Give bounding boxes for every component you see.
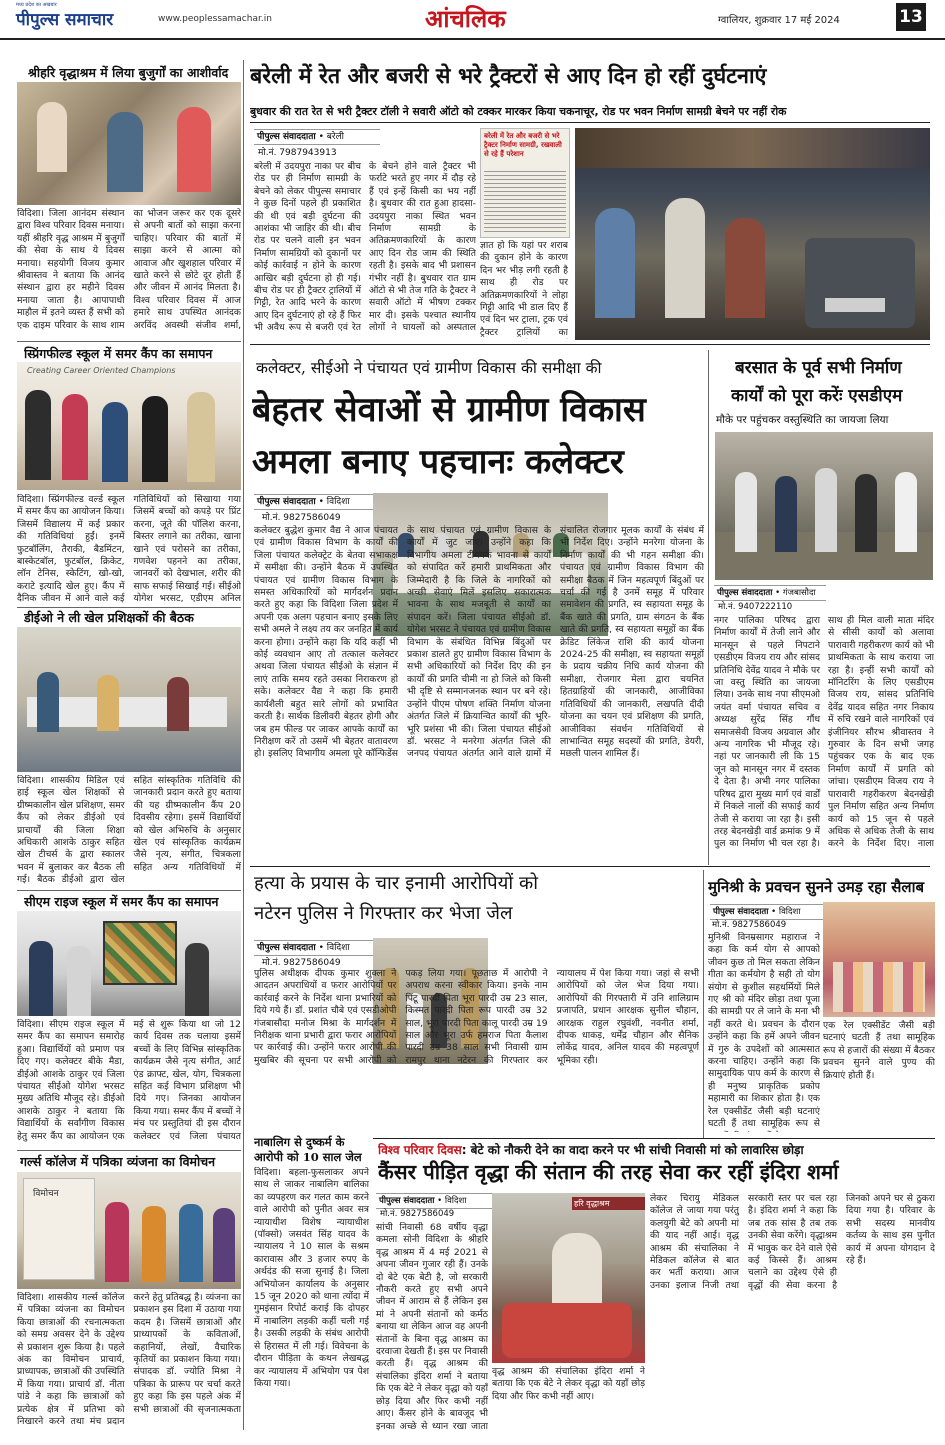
left-story2-photo (17, 362, 241, 490)
issue-date: ग्वालियर, शुक्रवार 17 मई 2024 (718, 15, 840, 26)
munishri-body-2-text: एक रेल एक्सीडेंट जैसी बड़ी घटनाएं घटती हैं तथा सामूहिक रूप से हजारों की संख्या में बैठकर प्रवचन सुनने वाले पुण्य की क्रियाएं होती हैं। (823, 1020, 935, 1081)
family-body-right (650, 1193, 935, 1431)
left-story5-photo (17, 1172, 241, 1289)
page-number: 13 (896, 3, 926, 31)
court-headline-2: आरोपी को 10 साल जेल (254, 1150, 362, 1164)
collector-mobile: मो.नं. 9827586049 (262, 513, 341, 523)
munishri-body: मुनिश्री विनम्रसागर महाराज ने कहा कि कर्म योग से आपको जीवन कुछ तो मिल सकता लेकिन गीता का कर्मयोग है सही तो योग संयोग से कुशील सहधर्मियों मिले गए श्री को मंदिर छोड़ा तथा पूजा की सामग्री पर ले जाने के मना भी नहीं करते थे। प्रवचन के दौरान उन्होंने कहा कि हमें अपने जीवन में गुरु के उपदेशों को आत्मसात करना चाहिए। उन्होंने कहा कि सामुदायिक पाप कर्म के कारण से ही मनुष्य प्राकृतिक प्रकोप महामारी का शिकार होता है। एक रेल एक्सीडेंट जैसी बड़ी घटनाएं घटती हैं तथा सामूहिक रूप से (708, 932, 820, 1130)
section-title: आंचलिक (425, 4, 506, 33)
lead-byline: पीपुल्स संवाददाता • बरेली (254, 129, 380, 145)
munishri-byline-place: विदिशा (778, 907, 801, 917)
family-mobile: मो.नं. 9827586049 (380, 1209, 455, 1219)
left-story4-title: सीएम राइज स्कूल में समर कैंप का समापन (24, 894, 219, 909)
lead-subhead: बुधवार की रात रेत से भरी ट्रैक्टर टॉली ने सवारी ऑटो को टक्कर मारकर किया चकनाचूर, रोड पर भवन निर्माण सामग्री बेचने पर नहीं रोक (250, 105, 787, 118)
lead-photo (575, 128, 930, 340)
left-story1-title: श्रीहरि वृद्धाश्रम में लिया बुजुर्गों का आशीर्वाद (28, 65, 229, 80)
left-story2-title: स्प्रिंगफील्ड स्कूल में समर कैंप का समापन (24, 346, 213, 361)
masthead (0, 0, 945, 40)
collector-body: कलेक्टर बुद्धेश कुमार वैद्य ने आज पंचायत एवं ग्रामीण विकास विभाग के कार्यों की जिला पंचायत कलेक्ट्रेट के बेतवा सभाकक्ष में समीक्षा की। उन्होंने बैठक में उपस्थित पंचायत एवं ग्रामीण विकास विभाग के समस्त अधिकारियों को मार्गदर्शन प्रदान करते हुए कहा कि विदिशा जिला प्रदेश में अपनी एक अलग पहचान बनाए इसके लिए सभी अमले ने लक्ष्य तय कर जनहित में कार्य करना होगा। उन्होंने कहा कि यदि कहीं भी कोई व्यवधान आए तो तत्काल कलेक्टर अथवा जिला पंचायत सीईओ के संज्ञान में लाएं ताकि समय रहते उसका निराकरण हो सके। कलेक्टर वैद्य ने कहा कि हमारी कार्यशैली बहुत सारे लोगों को प्रभावित करती है। सार्थक डिलीवरी बेहतर होगी और जब हम फील्ड पर जाकर आपके कार्यों का निरीक्षण करें तो उसमें भी बेहतर वातावरण हो। इसलिए विभागीय अमला पूरे कॉन्फिडेंस के साथ पंचायत एवं ग्रामीण विकास के कार्यों में जुट जाएं। उन्होंने कहा कि विभागीय अमला टीमवर्क भावना से कार्यों को संपादित करें हमारी प्राथमिकता और जिम्मेदारी है कि जिले के नागरिकों को अच्छी सेवाएं मिलें इसलिए सकारात्मक भावना के साथ मजबूती से कार्यों का संपादन करें। जिला पंचायत सीईओ डॉ. योगेश भरसट ने पंचायत एवं ग्रामीण विकास विभाग के संबंधित विभिन्न बिंदुओं पर प्रकाश डालते हुए ग्रामीण विकास विभाग के सभी अधिकारियों को निर्देश दिए की इन कार्यों की प्रगति चीमी ना हो जिले को किसी भी दृष्टि से सम्मानजनक स्थान पर बने रहे। उन्होंने पीएम पोषण शक्ति निर्माण योजना अंतर्गत जिले में क्रियान्वित कार्यों की भूरि-भूरि प्रशंसा भी की। जिला पंचायत सीईओ डॉ. भरसट ने मनरेगा अंतर्गत जिले की जनपद पंचायत अंतर्गत आने वाले ग्रामों में संचालित रोजगार मूलक कार्यों के संबंध में भी निर्देश दिए। उन्होंने मनरेगा योजना के निर्माण कार्यों की भी गहन समीक्षा की। पंचायत एवं ग्रामीण विकास विभाग की समीक्षा बैठक में जिन महत्वपूर्ण बिंदुओं पर चर्चा की गई है उनमें समूह में परिवार समावेशन की प्रगति, स्व सहायता समूह के बैंक खाते की प्रगति, ग्राम संगठन के बैंक खाते की प्रगति, स्व सहायता समूहों का बैंक क्रेडिट लिंकेज राशि की कार्य योजना 2024-25 की समीक्षा, स्व सहायता समूहों के प्रदाय चक्रीय निधि कार्य योजना की समीक्षा, रोजगार मेला द्वारा चयनित हितग्राहियों की जानकारी, आजीविका गतिविधियों की जानकारी, लखपति दीदी योजना का चयन एवं प्रशिक्षण की प्रगति, आजीविका संवर्धन गतिविधियों से लाभान्वित समूह सदस्यों की प्रगति, डेयरी, मछली पालन शामिल हैं। (254, 525, 704, 760)
left-story3-photo (17, 627, 241, 772)
sdm-byline-place: गंजबासौदा (782, 588, 816, 598)
left-story4-photo (17, 911, 241, 1016)
family-byline: पीपुल्स संवाददाता • विदिशा (376, 1193, 494, 1209)
sdm-body: नगर पालिका परिषद द्वारा निर्माण कार्यों में तेजी लाने और मानसून से पहले निपटाने एसडीएम विजय राय और सांसद प्रतिनिधि देवेंद्र यादव ने मौके पर जा वस्तु स्थिति का जायजा लिया। उनके साथ नपा सीएमओ जयंत वर्मा पंचायत सचिव व अध्यक्ष सुरेंद्र सिंह गौंध समाजसेवी विजय अग्रवाल और अन्य नागरिक भी मौजूद रहे। नहां पर जानकारी ली कि 15 जून को मानसून नगर में दस्तक दे देता है। अभी नगर पालिका परिषद द्वारा मुख्य मार्ग एवं वार्डों में निकले नालों की सफाई कार्य तेजी से कराया जा रहा है। इसी तरह बेदनखेड़ी वार्ड क्रमांक 9 में पुल का निर्माण भी चल रहा है। साथ ही मिल वाली माता मंदिर से सीसी कार्यों को अलावा पारावारी गहरीकरण कार्य को भी प्राथमिकता के साथ कराया जा रहा है। इन्हीं सभी कार्यों को मॉनिटरिंग के लिए एसडीएम विजय राय, सांसद प्रतिनिधि देवेंद्र यादव सहित नगर निकाय में रुचि रखने वाले नागरिकों एवं इंजीनियर सौरभ श्रीवास्तव ने गुरुवार के दिन सभी जगह पहुंचकर एक के बाद एक निर्माण कार्यों में प्रगति को जांचा। एसडीएम विजय राय ने पारावारी गहरीकरण बेदनखेड़ी पुल निर्माण सहित अन्य निर्माण कार्य को 15 जून से पहले अधिक से अधिक तेजी के साथ करने के निर्देश दिए। नाला (714, 615, 934, 850)
munishri-byline-name: पीपुल्स संवाददाता (713, 907, 769, 917)
munishri-headline: मुनिश्री के प्रवचन सुनने उमड़ रहा सैलाब (708, 878, 925, 896)
website-url: www.peoplessamachar.in (158, 14, 272, 24)
lead-mobile: मो.नं. 7987943913 (258, 148, 337, 158)
left-story3-title: डीईओ ने ली खेल प्रशिक्षकों की बैठक (24, 610, 194, 625)
sdm-mobile: मो.नं. 9407222110 (718, 602, 793, 612)
sdm-byline-name: पीपुल्स संवाददाता (717, 588, 773, 598)
sdm-photo (715, 432, 933, 580)
family-kicker-rest: : बेटे को नौकरी देने का वादा करने पर भी सांची निवासी मां को लावारिस छोड़ा (461, 1143, 804, 1157)
collector-byline: पीपुल्स संवाददाता • विदिशा (254, 494, 375, 510)
family-photo-sign: हरि वृद्धाश्रम (572, 1197, 645, 1210)
lead-body-continued-text: ज्ञात हो कि यहां पर शराब की दुकान होने के कारण दिन भर भीड़ लगी रहती है साथ ही रोड पर अतिक्रमणकारियों ने लोहा गिट्टी आदि भी डाल दिए हैं एवं दिन भर ट्राला, ट्रक एवं ट्रैक्टर ट्रालियों का (480, 240, 568, 338)
police-byline: पीपुल्स संवाददाता • विदिशा (254, 940, 375, 956)
family-kicker: विश्व परिवार दिवस (378, 1143, 462, 1157)
collector-kicker: कलेक्टर, सीईओ ने पंचायत एवं ग्रामीण विकास की समीक्षा की (256, 359, 602, 377)
left-story5-body: विदिशा। शासकीय गर्ल्स कॉलेज में पत्रिका व्यंजना का विमोचन किया छात्राओं की रचनात्मकता को समग्र अवसर देने के उद्देश्य से प्रकाशन शुरू किया है। पहले अंक का विमोचन प्राचार्य, प्राध्यापक, छात्राओं की उपस्थिति में किया गया। प्राचार्य डॉ. नीता पांडे ने कहा कि छात्राओं को प्रत्येक क्षेत्र में प्रतिभा को निखारने करने तथा मंच प्रदान करने हेतु प्रतिबद्ध है। व्यंजना का प्रकाशन इस दिशा में उठाया गया कदम है। जिसमें छात्राओं और प्राध्यापकों के कविताओं, कहानियों, लेखों, वैचारिक कृतियों का प्रकाशन किया गया। संपादक डॉ. ज्योति मिश्रा ने पत्रिका के प्रारूप पर चर्चा करते हुए कहा कि इस पहले अंक में सभी छात्राओं की सृजनात्मकता (17, 1292, 241, 1428)
munishri-photo (823, 902, 935, 1017)
family-body-under-photo (492, 1366, 645, 1432)
left-story2-banner: Creating Career Oriented Champions (27, 366, 176, 375)
police-headline-1: हत्या के प्रयास के चार इनामी आरोपियों को (254, 873, 539, 894)
police-mobile: मो.नं. 9827586049 (262, 958, 341, 968)
collector-byline-place: विदिशा (326, 497, 350, 507)
lead-byline-name: पीपुल्स संवाददाता (257, 132, 316, 142)
left-story2-body: विदिशा। स्प्रिंगफील्ड वर्ल्ड स्कूल में समर कैंप का आयोजन किया। जिसमें विद्यालय में कई प्रकार की गतिविधियां हुईं। इनमें फुटबॉलिंग, तैराकी, बैडमिंटन, बास्केटबॉल, फुटबॉल, क्रिकेट, लॉन टेनिस, स्केटिंग, खो-खो, कराटे इत्यादि खेल हुए। कैंप में दैनिक जीवन में आने वाले कई गतिविधियों को सिखाया गया जिसमें बच्चों को कपड़े पर प्रिंट करना, जूते की पॉलिश करना, बिस्तर लगाने का तरीका, खाना खाने एवं परोसने का तरीका, गणवेश पहनने का तरीका, जानवरों को देखभाल, शरीर की साफ सफाई सिखाई गई। सीईओ योगेश भरसट, एडीएम अनिल (17, 494, 241, 605)
family-byline-name: पीपुल्स संवाददाता (379, 1196, 435, 1206)
collector-headline-2: अमला बनाए पहचानः कलेक्टर (252, 442, 624, 482)
munishri-body-2 (823, 1020, 935, 1132)
left-story5-title: गर्ल्स कॉलेज में पत्रिका व्यंजना का विमोचन (20, 1154, 216, 1169)
left-story1-body: विदिशा। जिला आनंदम संस्थान द्वारा विश्व परिवार दिवस मनाया। यहीं श्रीहरि वृद्ध आश्रम में बुजुर्गों की सेवा के साथ ये दिवस मनाया। सहयोगी विजय कुमार श्रीवास्तव ने बताया कि आनंद संस्थान द्वारा हर महीने दिवस मनाया जाता है। आपापाधी माहौल में इतने व्यस्त हैं सभी को एक दाइम परिवार के साथ शाम का भोजन जरूर कर एक दूसरे से अपनी बातों को साझा करना चाहिए। परिवार की बातों में साझा करने से आत्मा को आवाज और खुशहाल परिवार में खाते करने से छोटे दूर होती हैं और जीवन में आनंद मिलता है। विश्व परिवार दिवस में आज हमारे साथ उपस्थित आनंदक अरविंद अवस्थी संजीव शर्मा, (17, 208, 241, 331)
police-headline-2: नटेरन पुलिस ने गिरफ्तार कर भेजा जेल (254, 903, 513, 924)
family-body-right-text: लेकर चिरायु मेडिकल कॉलेज ले जाया गया परंतु कलयुगी बेटे को अपनी मां की याद नहीं आई। वृद्ध आश्रम की संचालिका ने मेडिकल कॉलेज से बात कर भर्ती कराया। आज उनका इलाज निजी तथा सरकारी स्तर पर चल रहा है। इंदिरा शर्मा ने कहा कि जब तक सांस है तब तक उनकी सेवा करेंगे। वृद्धाश्रम में भावुक कर देने वाले ऐसे कई किस्से हैं। आश्रम चलाने का उद्देश्य ऐसे ही वृद्धों की सेवा करना है जिनको अपने घर से ठुकरा दिया गया है। परिवार के सभी सदस्य मानवीय कर्तव्य के साथ इस पुनीत कार्य में अपना योगदान दे रहे हैं। (650, 1193, 935, 1291)
lead-clip-caption: बरेली में रेत और बजरी से भरे ट्रैक्टर निर्माण सामग्री, रखवाली से रहे हैं परेशान (484, 132, 562, 158)
sdm-subhead: मौके पर पहुंचकर वस्तुस्थिति का जायजा लिया (716, 414, 889, 426)
sdm-headline-2: कार्यों को पूरा करेंः एसडीएम (731, 386, 903, 406)
left-story5-banner: विमोचन (33, 1189, 59, 1199)
family-kicker-line (378, 1141, 933, 1158)
sdm-headline-1: बरसात के पूर्व सभी निर्माण (735, 358, 902, 378)
paper-logo (16, 2, 156, 30)
munishri-byline: पीपुल्स संवाददाता • विदिशा (710, 904, 824, 920)
family-body-under-photo-text: वृद्ध आश्रम की संचालिका इंदिरा शर्मा ने बताया कि एक बेटे ने लेकर वृद्धा को यहाँ छोड़ दिया और फिर कभी नहीं आए। (492, 1366, 645, 1402)
munishri-mobile: मो.नं. 9827586049 (712, 920, 787, 930)
paper-name: पीपुल्स समाचार (16, 10, 114, 30)
sdm-byline: पीपुल्स संवाददाता • गंजबासौदा (714, 585, 826, 601)
collector-byline-name: पीपुल्स संवाददाता (257, 497, 316, 507)
collector-headline-1: बेहतर सेवाओं से ग्रामीण विकास (252, 390, 646, 430)
left-story1-photo (17, 82, 241, 205)
court-body: विदिशा। बहला-फुसलाकर अपने साथ ले जाकर नाबालिग बालिका का व्यपहरण कर गलत काम करने वाले आरोपी को पुनीत अवर सत्र न्यायाधीश विशेष न्यायाधीश (पॉक्सो) जसवंत सिंह यादव के न्यायालय ने 10 साल के सश्रम कारावास और 3 हजार रुपए के अर्थदंड की सजा सुनाई है। जिला अभियोजन कार्यालय के अनुसार 15 जून 2020 को थाना त्योंदा में गुमइंसान रिपोर्ट कराई कि दोपहर में नाबालिग लड़की कहीं चली गई है। उसकी लड़की के संबंध आरोपी से हिरासत में ली गई। विवेचना के दौरान पीड़िता के कथन लेखबद्ध कर न्यायालय में अभियोग पत्र पेश किया गया। (254, 1167, 369, 1389)
police-byline-place: विदिशा (326, 943, 350, 953)
family-byline-place: विदिशा (444, 1196, 467, 1206)
court-headline-1: नाबालिग से दुष्कर्म के (254, 1135, 345, 1149)
left-story4-body: विदिशा। सीएम राइज स्कूल में समर कैंप का समापन समारोह हुआ। विद्यार्थियों को प्रमाण पत्र दिए गए। कलेक्टर बीके मैडा, डीईओ आशके ठाकुर एवं जिला पंचायत सीईओ योगेश भरसट मुख्य अतिथि मौजूद रहे। डीईओ आशके ठाकुर ने बताया कि विद्यार्थियों के सर्वांगीण विकास हेतु समर कैंप का आयोजन एक मई से शुरू किया था जो 12 कार्य दिवस तक चलाया इसमें बच्चों के लिए विभिन्न सांस्कृतिक कार्यक्रम जैसे नृत्य संगीत, आर्ट एंड क्राफ्ट, खेल, योग, चित्रकला सहित कई विभाग प्रशिक्षण भी दिये गए। जिनका आयोजन किया गया। समर कैंप में बच्चों ने मंच पर प्रस्तुतियां दी इस दौरान कलेक्टर एवं जिला पंचायत (17, 1019, 241, 1142)
lead-clipping (480, 128, 570, 238)
family-body: सांची निवासी 68 वर्षीय वृद्धा कमला सोनी विदिशा के श्रीहरि वृद्ध आश्रम में 4 मई 2021 से अपना जीवन गुजार रही हैं। उनके दो बेटे एक बेटी है, जो सरकारी नौकरी करते हुए सभी अपने जीवन में आराम से हैं लेकिन इस मां ने अपनी संतानों को कर्मठ बनाया था लेकिन आज वह अपनी संतानों के बिना वृद्ध आश्रम का दरवाजा देखती हैं। इस पर निवासी करती हैं। वृद्ध आश्रम की संचालिका इंदिरा शर्मा ने बताया कि एक बेटे ने लेकर वृद्धा को यहाँ छोड़ दिया और फिर कभी नहीं आए। कैंसर होने के बावजूद भी इनका अच्छे से ध्यान रखा जाता (376, 1222, 488, 1432)
lead-headline: बरेली में रेत और बजरी से भरे ट्रैक्टरों से आए दिन हो रहीं दुर्घटनाएं (250, 64, 767, 89)
lead-body: बरेली में उदयपुरा नाका पर बीच रोड पर ही निर्माण सामग्री के बेचने को लेकर पीपुल्स समाचार ने कुछ दिनों पहले ही प्रकाशित की थी एवं बड़ी दुर्घटना की आशंका भी जाहिर की थी। बीच रोड पर चलने वाली इन भवन निर्माण सामग्रियों को दुकानों पर कोई कार्रवाई न होने के कारण आखिर बड़ी दुर्घटना हो ही गई। बीच रोड पर ही ट्रैक्टर ट्रालियों में गिट्टी, रेत आदि भरने के कारण आए दिन दुर्घटनाएं हो रहे हैं फिर भी अवैध रूप से बजरी एवं रेत के बेचने होने वाले ट्रैक्टर भी फर्राटे भरते हुए नगर में दौड़ रहे हैं एवं इन्हें किसी का भय नहीं है। बुधवार की रात हुआ हादसा- उदयपुरा नाका स्थित भवन निर्माण सामग्री के अतिक्रमणकारियों के कारण आए दिन रोड जाम की स्थिति रहती है। इसके बाद भी प्रशासन गंभीर नहीं है। बुधवार रात ग्राम ऑटो से भी तेज गति के ट्रैक्टर ने सवारी ऑटो में भीषण टक्कर मार दी। इसके पश्चात स्थानीय लोगों ने घायलों को अस्पताल (254, 161, 476, 334)
paper-tag: मध्य प्रदेश का अखबार (16, 2, 57, 8)
police-byline-name: पीपुल्स संवाददाता (257, 943, 316, 953)
lead-byline-place: बरेली (326, 132, 345, 142)
left-story3-body: विदिशा। शासकीय मिडिल एवं हाई स्कूल खेल शिक्षकों से ग्रीष्मकालीन खेल प्रशिक्षण, समर कैंप को लेकर डीईओ एवं प्राचार्यों की जिला शिक्षा अधिकारी आशके ठाकुर सहित खेल टीचर्स के द्वारा स्कालर भवन में बुलाकर कर बैठक ली गई। बैठक डीईओ द्वारा खेल सहित सांस्कृतिक गतिविधि की जानकारी प्रदान करते हुए बताया की यह ग्रीष्मकालीन कैंप 20 दिवसीय रहेगा। इसमें विद्यार्थियों को खेल अभिरुचि के अनुसार खेल एवं सांस्कृतिक कार्यक्रम जैसे नृत्य, संगीत, चित्रकला सहित अन्य गतिविधियों में (17, 775, 241, 886)
family-photo (492, 1193, 645, 1363)
lead-body-continued (480, 240, 568, 339)
family-headline: कैंसर पीड़ित वृद्धा की संतान की तरह सेवा कर रहीं इंदिरा शर्मा (378, 1160, 839, 1184)
police-body: पुलिस अधीक्षक दीपक कुमार शुक्ला ने आदतन अपराधियों व फरार आरोपियों पर कार्रवाई करने के निर्देश थाना प्रभारियों को दिये गये हैं। डॉ. प्रशांत चौबे एवं एसडीओपी गंजबासौदा मनोज मिश्रा के मार्गदर्शन में निरीक्षक थाना प्रभारी द्वारा फरार आरोपियों पर कार्रवाई की। उन्होंने फरार आरोपी की मुखबिर की सूचना पर सभी आरोपी को पकड़ लिया गया। पूछताछ में आरोपी ने अपराध करना स्वीकार किया। इनके नाम पिंटू पारदी पिता भूरा पारदी उम्र 23 साल, किस्मत पारदी पिता रूप पारदी उम्र 32 साल, भूरा पारदी पिता कालू पारदी उम्र 19 साल और भूरा उर्फ हमराज पिता कैलाश पारदी उम्र 38 साल सभी निवासी ग्राम रामपुर थाना नटेरन की गिरफ्तार कर न्यायालय में पेश किया गया। जहां से सभी आरोपियों को जेल भेज दिया गया। आरोपियों की गिरफ्तारी में उनि शालिग्राम प्रजापति, प्रधान आरक्षक सुनील चौहान, आरक्षक राहुल रघुवंशी, नवनीत शर्मा, दीपक धाकड़, धर्मेंद्र चौहान और सैनिक लोकेंद्र यादव, अनिल यादव की महत्वपूर्ण भूमिका रही। (254, 968, 699, 1066)
